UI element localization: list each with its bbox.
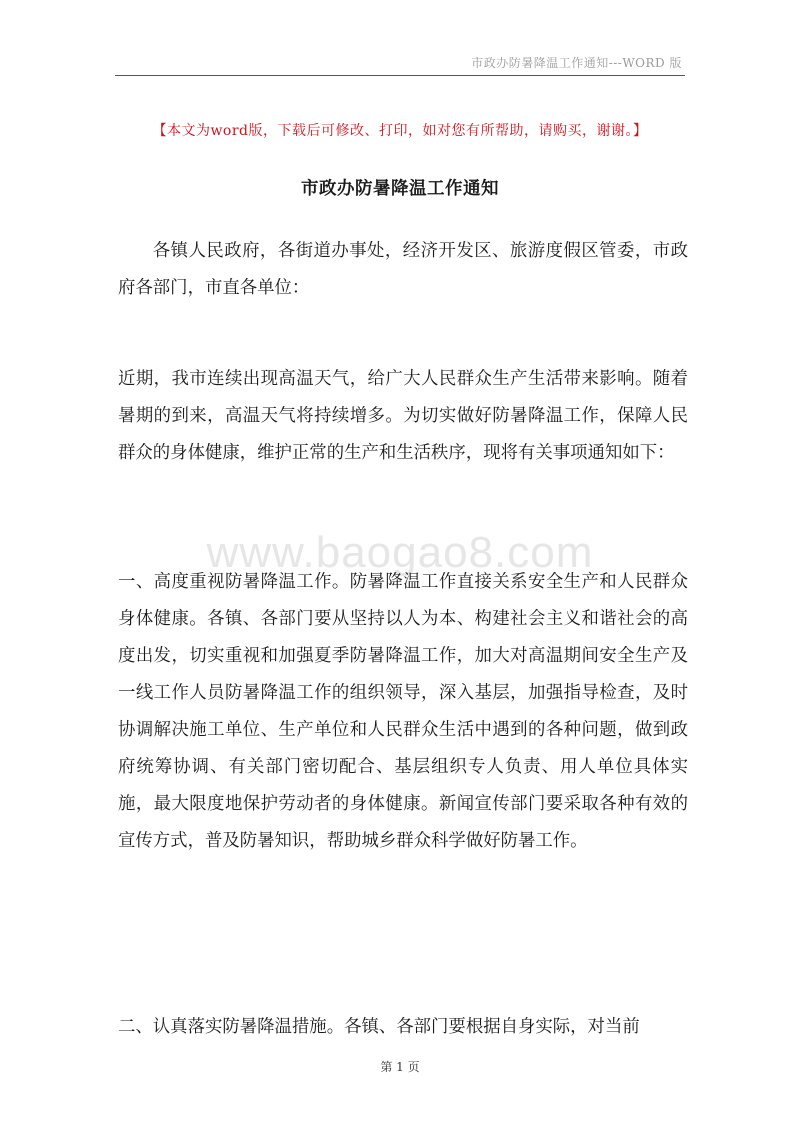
page-number: 第 1 页	[380, 1060, 420, 1074]
watermark: www.baogao8.com	[206, 528, 594, 577]
paragraph-section-1: 一、高度重视防暑降温工作。防暑降温工作直接关系安全生产和人民群众身体健康。各镇、各部门要从坚持以人为本、构建社会主义和谐社会的高度出发，切实重视和加强夏季防暑降温工作，加大对高温期间安全生产及一线工作人员防暑降温工作的组织领导，深入基层，加强指导检查，及时协调解决施工单位、生产单位和人民群众生活中遇到的各种问题，做到政府统筹协调、有关部门密切配合、基层组织专人负责、用人单位具体实施，最大限度地保护劳动者的身体健康。新闻宣传部门要采取各种有效的宣传方式，普及防暑知识，帮助城乡群众科学做好防暑工作。	[118, 572, 688, 851]
document-title: 市政办防暑降温工作通知	[301, 179, 499, 199]
purchase-notice: 【本文为word版，下载后可修改、打印，如对您有所帮助，请购买，谢谢。】	[152, 123, 648, 139]
paragraph-section-2: 二、认真落实防暑降温措施。各镇、各部门要根据自身实际，对当前	[118, 1017, 640, 1037]
running-header: 市政办防暑降温工作通知---WORD 版	[471, 56, 682, 70]
header-divider	[115, 75, 685, 76]
salutation: 各镇人民政府，各街道办事处，经济开发区、旅游度假区管委，市政府各部门，市直各单位：	[118, 241, 688, 298]
paragraph-intro: 近期，我市连续出现高温天气，给广大人民群众生产生活带来影响。随着暑期的到来，高温天气将持续增多。为切实做好防暑降温工作，保障人民群众的身体健康，维护正常的生产和生活秩序，现将有关事项通知如下：	[118, 369, 688, 463]
